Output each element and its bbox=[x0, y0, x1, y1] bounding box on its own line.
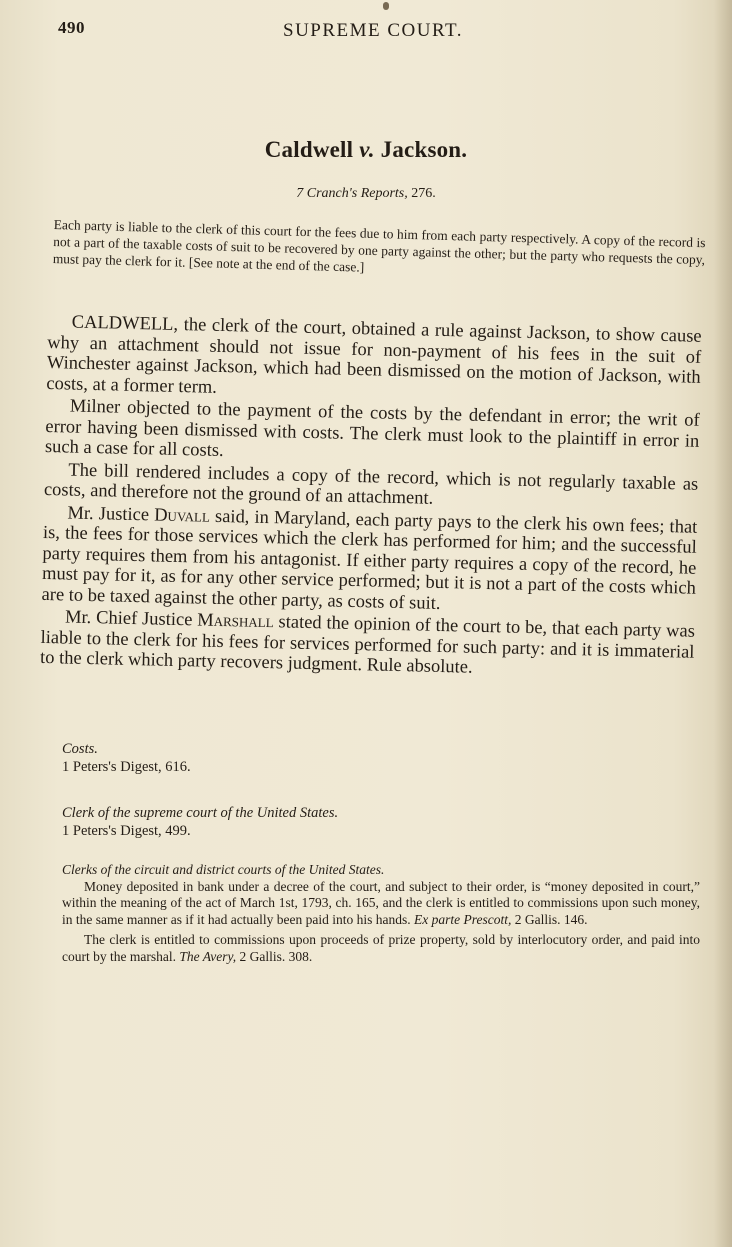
note-clerks-circuit-courts bbox=[62, 862, 700, 969]
body-paragraph-1-text: the clerk of the court, obtained a rule against Jackson, to show cause why an attachment should not issue for non-payment of his fees in the suit of Winchester against Jackson, which had been dismissed on the motion of Jackson, with costs, at a former term. bbox=[46, 314, 702, 398]
body-paragraph-4-text: said, in Maryland, each party pays to the clerk his own fees; that is, the fees for those services which the clerk has performed for him; and the successful party requires them from his antagonist. If either party requires a copy of the record, he must pay for it, as for any other service performed; but it is not a part of the costs which are to be taxed against the other party, as costs of suit. bbox=[41, 506, 698, 614]
body-paragraph-4-prefix: Mr. Justice bbox=[67, 502, 150, 525]
case-title-versus: v. bbox=[359, 137, 375, 162]
note-circuit-paragraph-2 bbox=[62, 932, 700, 965]
note-circuit-heading: Clerks of the circuit and district courts of the United States. bbox=[62, 862, 385, 877]
running-head: SUPREME COURT. bbox=[283, 20, 463, 41]
citation-reporter: 7 Cranch's Reports, bbox=[296, 186, 408, 201]
body-paragraph-5-text: stated the opinion of the court to be, that each party was liable to the clerk for his fees for services performed for such party: and it is immaterial to the clerk which party recovers judgment. Rule absolute. bbox=[39, 612, 696, 678]
note-clerk-reference: 1 Peters's Digest, 499. bbox=[62, 823, 191, 839]
case-title-right: Jackson. bbox=[380, 137, 468, 162]
body-paragraph-2: Milner objected to the payment of the costs by the defendant in error; the writ of error having been dismissed with costs. The clerk must look to the plaintiff in error in such a case for all costs. bbox=[44, 396, 700, 462]
note-circuit-paragraph-2-case: The Avery, bbox=[179, 948, 237, 964]
body-paragraph-5 bbox=[40, 607, 695, 683]
note-circuit-paragraph-1 bbox=[62, 879, 700, 929]
note-costs-heading: Costs. bbox=[62, 741, 98, 757]
justice-duvall: Duvall bbox=[153, 504, 211, 527]
note-costs-reference: 1 Peters's Digest, 616. bbox=[62, 759, 191, 775]
citation-page: 276. bbox=[411, 186, 436, 201]
note-circuit-paragraph-2-cite: 2 Gallis. 308. bbox=[239, 948, 313, 964]
headnote-text: Each party is liable to the clerk of this court for the fees due to him from each party respectively. A copy of the record is not a part of the taxable costs of suit to be recovered by one party against the other; but the party who requests the copy, must pay the clerk for it. [See note at the end of the case.] bbox=[52, 216, 706, 275]
ink-mark bbox=[383, 2, 389, 10]
case-title bbox=[0, 137, 732, 163]
note-costs bbox=[62, 740, 702, 776]
headnote bbox=[53, 216, 706, 285]
page-header bbox=[0, 14, 732, 54]
opinion-body bbox=[40, 312, 702, 685]
note-circuit-paragraph-2-text: The clerk is entitled to commissions upon proceeds of prize property, sold by interlocutory order, and paid into court by the marshal. bbox=[62, 932, 700, 964]
note-circuit-paragraph-1-case: Ex parte Prescott, bbox=[414, 911, 512, 927]
body-paragraph-3: The bill rendered includes a copy of the record, which is not regularly taxable as costs, and therefore not the ground of an attachment. bbox=[43, 460, 699, 509]
body-paragraph-4 bbox=[41, 502, 697, 619]
note-clerk-heading: Clerk of the supreme court of the United States. bbox=[62, 805, 339, 821]
note-clerk-supreme-court bbox=[62, 804, 702, 840]
chief-justice-marshall: Marshall bbox=[197, 610, 274, 633]
note-circuit-paragraph-1-cite: 2 Gallis. 146. bbox=[514, 911, 588, 927]
case-citation bbox=[0, 186, 732, 202]
case-title-left: Caldwell bbox=[264, 137, 354, 162]
body-paragraph-5-prefix: Mr. Chief Justice bbox=[64, 607, 193, 631]
body-paragraph-1 bbox=[46, 312, 702, 409]
note-circuit-paragraph-1-text: Money deposited in bank under a decree of the court, and subject to their order, is “money deposited in court,” within the meaning of the act of March 1st, 1793, ch. 165, and the clerk is entitled to commissions upon such money, in the same manner as if it had actually been paid into his hands. bbox=[62, 878, 700, 927]
page-number: 490 bbox=[58, 18, 85, 37]
body-paragraph-1-lead: CALDWELL, bbox=[71, 312, 179, 335]
